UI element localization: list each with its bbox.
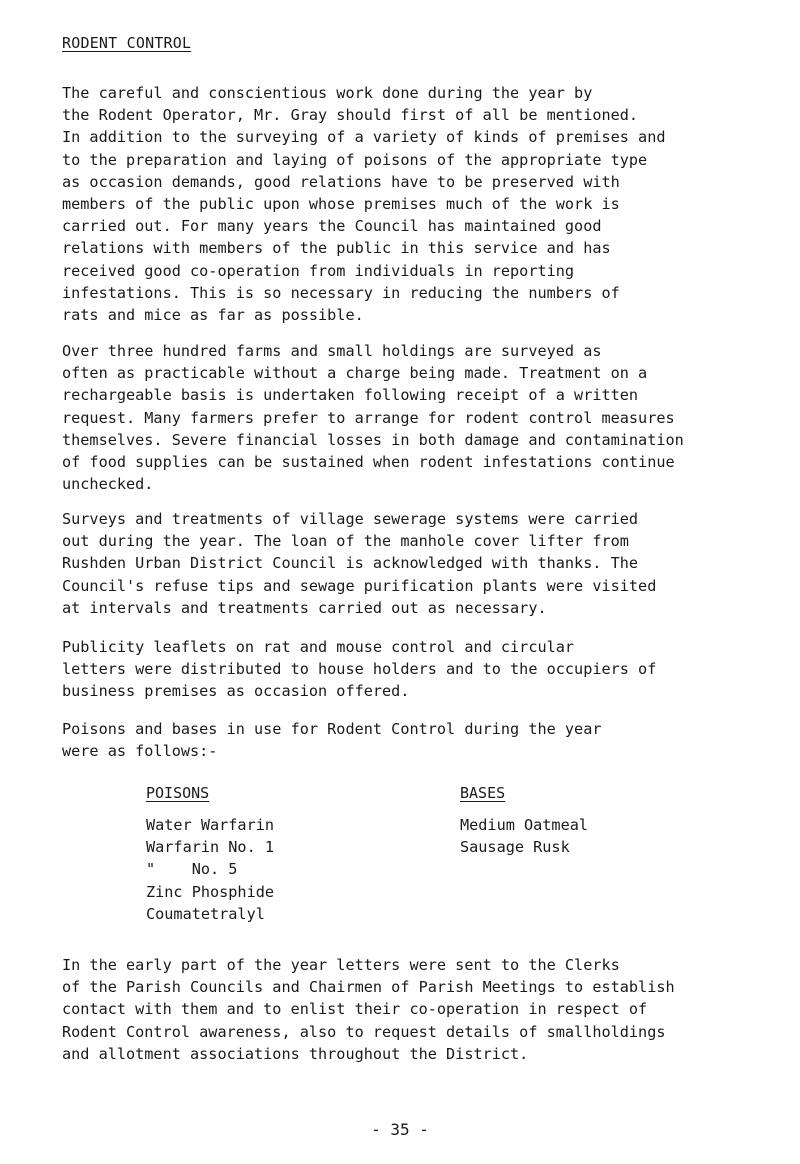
base-item: Sausage Rusk <box>460 838 570 857</box>
poison-item: Coumatetralyl <box>146 904 265 923</box>
paragraph-farms-survey: Over three hundred farms and small holdings are surveyed as often as practicable without a charge being made. Treatment on a rechargeable basis is undertaken following receipt of a written request. Many farmers prefer to arrange for rodent control measures themselves. Severe financial losses in both damage and contamination of food supplies can be sustained when rodent infestations continue unchecked. <box>62 342 684 494</box>
bases-list <box>460 814 588 858</box>
paragraph-publicity-leaflets: Publicity leaflets on rat and mouse control and circular letters were distributed to house holders and to the occupiers of business premises as occasion offered. <box>62 638 657 701</box>
poison-item: " No. 5 <box>146 860 238 879</box>
bases-header: BASES <box>460 784 506 802</box>
paragraph-rodent-operator: The careful and conscientious work done during the year by the Rodent Operator, Mr. Gray should first of all be mentioned. In addition to the surveying of a variety of kinds of premises and to the preparation and laying of poisons of the appropriate type as occasion demands, good relations have to be preserved with members of the public upon whose premises much of the work is carried out. For many years the Council has maintained good relations with members of the public in this service and has received good co-operation from individuals in reporting infestations. This is so necessary in reducing the numbers of rats and mice as far as possible. <box>62 84 666 325</box>
poison-item: Water Warfarin <box>146 816 275 834</box>
paragraph-parish-letters: In the early part of the year letters were sent to the Clerks of the Parish Councils and Chairmen of Parish Meetings to establish contact with them and to enlist their co-operation in respect of Rodent Control awareness, also to request details of smallholdings and allotment associations throughout the District. <box>62 956 675 1063</box>
page-heading: RODENT CONTROL <box>62 34 192 52</box>
poisons-header: POISONS <box>146 784 210 802</box>
poison-item: Warfarin No. 1 <box>146 838 275 857</box>
poisons-list <box>146 814 274 925</box>
poison-item: Zinc Phosphide <box>146 882 275 901</box>
paragraph-poisons-bases-intro: Poisons and bases in use for Rodent Control during the year were as follows:- <box>62 720 602 761</box>
page-number: - 35 - <box>371 1120 429 1139</box>
base-item: Medium Oatmeal <box>460 816 589 834</box>
paragraph-sewerage-surveys: Surveys and treatments of village sewerage systems were carried out during the year. The loan of the manhole cover lifter from Rushden Urban District Council is acknowledged with thanks. The Council's refuse tips and sewage purification plants were visited at intervals and treatments carried out as necessary. <box>62 510 657 617</box>
